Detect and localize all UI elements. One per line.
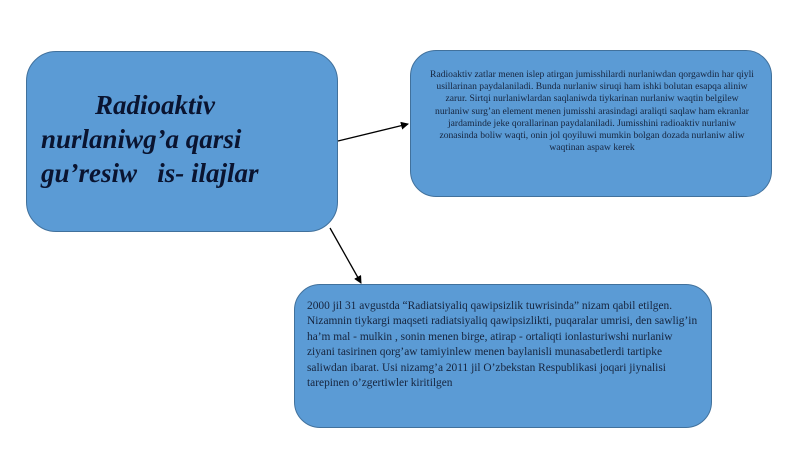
main-topic-box bbox=[26, 51, 338, 232]
protection-methods-box bbox=[410, 50, 772, 197]
radiation-law-box bbox=[294, 284, 712, 428]
arrow-to-radiation-law bbox=[330, 228, 361, 283]
arrow-to-protection-methods bbox=[338, 124, 408, 141]
main-topic-title: Radioaktiv nurlaniwg’a qarsi gu’resiw is- ilajlar bbox=[41, 90, 259, 188]
radiation-law-text: 2000 jil 31 avgustda “Radiatsiyaliq qawipsizlik tuwrisinda” nizam qabil etilgen. Nizamnin tiykargi maqseti radiatsiyaliq qawipsizlikti, puqaralar umrisi, den sawlig’in ha’m mal - mulkin , sonin menen birge, atirap - ortaliqti ionlasturiwshi nurlaniw ziyani tasirinen qorg’aw tamiyinlew menen baylanisli munasabetlerdi tartipke saliwdan ibarat. Usi nizamg’a 2011 jil O’zbekstan Respublikasi joqari jiynalisi tarepinen o’zgertiwler kiritilgen bbox=[307, 300, 698, 390]
protection-methods-text: Radioaktiv zatlar menen islep atirgan jumisshilardi nurlaniwdan qorgawdin har qiyli usillarinan paydalaniladi. Bunda nurlaniw siruqi ham ishki bolutan esapqa aliniw zarur. Sirtqi nurlaniwlardan saqlaniwda tiykarinan nurlaniw waqtin belgilew nurlaniw surg’an element menen jumisshi arasindagi araliqti saqlaw ham ekranlar jardaminde jeke qorallarinan paydalaniladi. Jumisshini radioaktiv nurlaniw zonasinda boliw waqti, onin jol qoyiluwi mumkin bolgan dozada nurlaniw aliw waqtinan aspaw kerek bbox=[430, 69, 754, 154]
